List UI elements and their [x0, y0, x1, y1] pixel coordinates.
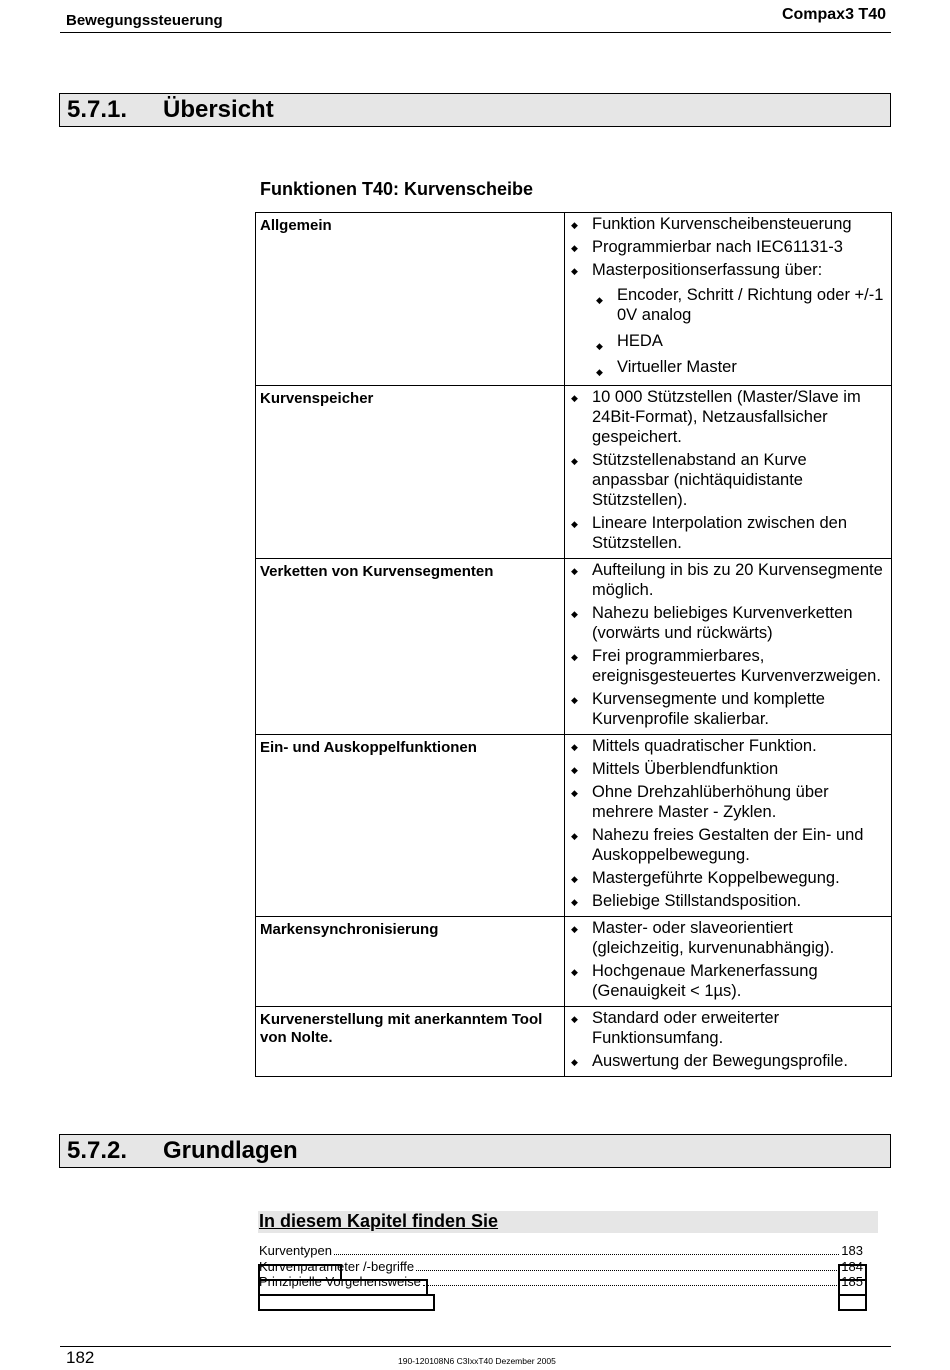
toc-entry-page[interactable]: 184: [841, 1259, 863, 1274]
feature-item-list: [565, 735, 892, 917]
link-box[interactable]: [838, 1294, 867, 1311]
section-number: 5.7.1.: [67, 96, 128, 123]
feature-category-label: Allgemein: [256, 213, 565, 386]
feature-item: ◆ Nahezu freies Gestalten der Ein- und Auskoppelbewegung.: [569, 825, 887, 865]
feature-item: ◆ Mittels quadratischer Funktion.: [569, 736, 887, 756]
toc-entry-text[interactable]: Kurvenparameter /-begriffe: [259, 1259, 415, 1274]
header-rule: [60, 32, 891, 33]
feature-table: [255, 212, 892, 1077]
feature-row: [256, 917, 892, 1007]
toc-entry[interactable]: [259, 1242, 863, 1258]
feature-category-label: Kurvenerstellung mit anerkanntem Tool von Nolte.: [256, 1007, 565, 1077]
feature-sub-item: ◆ HEDA: [569, 331, 887, 351]
feature-row: [256, 559, 892, 735]
feature-item: ◆ Stützstellenabstand an Kurve anpassbar (nichtäquidistante Stützstellen).: [569, 450, 887, 510]
toc-leader-dots: [423, 1285, 839, 1286]
feature-item: ◆ Ohne Drehzahlüberhöhung über mehrere Master - Zyklen.: [569, 782, 887, 822]
feature-row: [256, 735, 892, 917]
feature-item: ◆ Funktion Kurvenscheibensteuerung: [569, 214, 887, 234]
toc-entry-page[interactable]: 185: [841, 1274, 863, 1289]
toc-entry[interactable]: [259, 1258, 863, 1274]
toc-entry-text[interactable]: Kurventypen: [259, 1243, 332, 1258]
feature-row: [256, 1007, 892, 1077]
feature-item: ◆ Frei programmierbares, ereignisgesteuertes Kurvenverzweigen.: [569, 646, 887, 686]
feature-item: ◆ Hochgenaue Markenerfassung (Genauigkeit < 1µs).: [569, 961, 887, 1001]
toc-entry-page[interactable]: 183: [841, 1243, 863, 1258]
feature-item-list: [565, 386, 892, 559]
chapter-contents-heading: [258, 1211, 878, 1233]
feature-item: ◆ Master- oder slaveorientiert (gleichzeitig, kurvenunabhängig).: [569, 918, 887, 958]
feature-item: ◆ Lineare Interpolation zwischen den Stützstellen.: [569, 513, 887, 553]
feature-item: ◆ Beliebige Stillstandsposition.: [569, 891, 887, 911]
feature-sub-item: ◆ Virtueller Master: [569, 357, 887, 377]
link-box[interactable]: [258, 1294, 435, 1311]
header-product-name: Compax3 T40: [781, 6, 886, 23]
section-title: Grundlagen: [163, 1137, 298, 1164]
page-number: 182: [66, 1348, 95, 1367]
table-caption: Funktionen T40: Kurvenscheibe: [260, 179, 534, 199]
feature-item: ◆ Auswertung der Bewegungsprofile.: [569, 1051, 887, 1071]
toc-leader-dots: [334, 1254, 839, 1255]
feature-item: ◆ Mastergeführte Koppelbewegung.: [569, 868, 887, 888]
section-number: 5.7.2.: [67, 1137, 128, 1164]
feature-item: ◆ Programmierbar nach IEC61131-3: [569, 237, 887, 257]
feature-item: ◆ Nahezu beliebiges Kurvenverketten (vorwärts und rückwärts): [569, 603, 887, 643]
feature-item: ◆ Kurvensegmente und komplette Kurvenprofile skalierbar.: [569, 689, 887, 729]
feature-row: [256, 213, 892, 386]
feature-item: ◆ 10 000 Stützstellen (Master/Slave im 24Bit-Format), Netzausfallsicher gespeichert.: [569, 387, 887, 447]
feature-item: ◆ Masterpositionserfassung über:: [569, 260, 887, 280]
feature-item: ◆ Mittels Überblendfunktion: [569, 759, 887, 779]
toc-leader-dots: [416, 1270, 839, 1271]
feature-category-label: Kurvenspeicher: [256, 386, 565, 559]
section-heading-uebersicht: [59, 93, 891, 127]
feature-row: [256, 386, 892, 559]
chapter-contents-title: In diesem Kapitel finden Sie: [259, 1211, 499, 1231]
feature-item-list: [565, 559, 892, 735]
footer-rule: [60, 1346, 891, 1347]
toc-entry-text[interactable]: Prinzipielle Vorgehensweise: [259, 1274, 421, 1289]
feature-sub-item: ◆ Encoder, Schritt / Richtung oder +/-1 0V analog: [569, 285, 887, 325]
feature-item: ◆ Standard oder erweiterter Funktionsumfang.: [569, 1008, 887, 1048]
feature-category-label: Ein- und Auskoppelfunktionen: [256, 735, 565, 917]
header-chapter-title: Bewegungssteuerung: [66, 12, 223, 29]
feature-item: ◆ Aufteilung in bis zu 20 Kurvensegmente möglich.: [569, 560, 887, 600]
feature-item-list: [565, 1007, 892, 1077]
section-title: Übersicht: [163, 96, 274, 123]
feature-item-list: [565, 917, 892, 1007]
feature-category-label: Verketten von Kurvensegmenten: [256, 559, 565, 735]
document-reference: 190-120108N6 C3IxxT40 Dezember 2005: [398, 1356, 556, 1366]
feature-item-list: [565, 213, 892, 386]
section-heading-grundlagen: [59, 1134, 891, 1168]
feature-category-label: Markensynchronisierung: [256, 917, 565, 1007]
